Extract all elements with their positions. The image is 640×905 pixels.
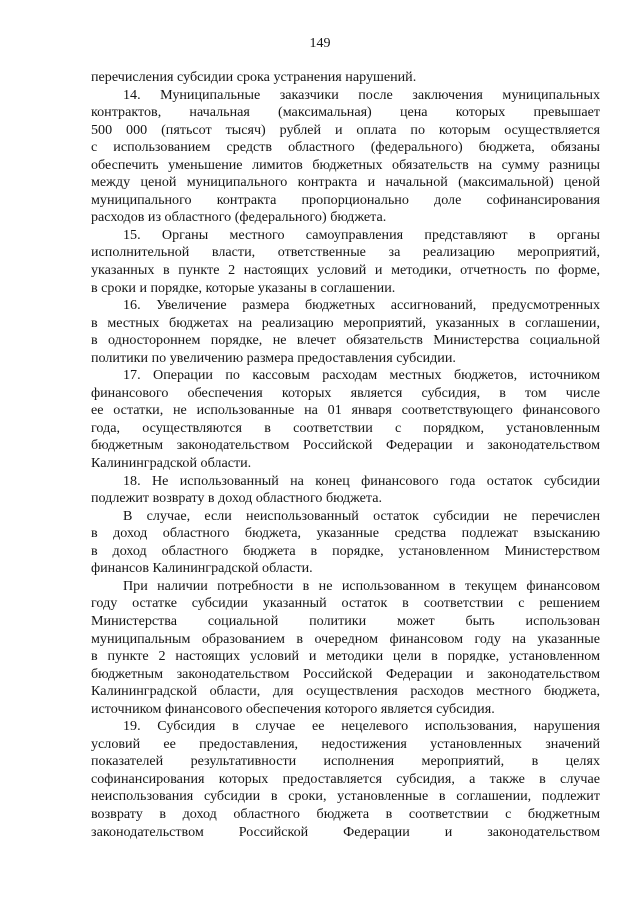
text-line: в одностороннем порядке, не влечет обязательств Министерства социальной	[91, 332, 600, 349]
text-line: источником финансового обеспечения которого является субсидия.	[91, 700, 495, 717]
text-line: бюджетным законодательством Российской Федерации и законодательством	[91, 665, 600, 682]
text-line: 15. Органы местного самоуправления представляют в органы	[123, 226, 600, 243]
text-line: году остатке субсидии указанный остаток в соответствии с решением	[91, 595, 600, 612]
text-line: обеспечить уменьшение лимитов бюджетных обязательств на сумму разницы	[91, 156, 600, 173]
text-line: ее остатки, не использованные на 01 января соответствующего финансового	[91, 402, 600, 419]
text-line: в доход областного бюджета, указанные средства подлежат взысканию	[91, 525, 600, 542]
page-number: 149	[309, 36, 331, 51]
text-line: в пункте 2 настоящих условий и методики цели в порядке, установленном	[91, 648, 600, 665]
text-line: При наличии потребности в не использованном в текущем финансовом	[123, 577, 600, 594]
text-line: с использованием средств областного (федерального) бюджета, обязаны	[91, 139, 600, 156]
document-body	[91, 69, 600, 841]
text-line: неиспользования субсидии в сроки, установленные в соглашении, подлежит	[91, 788, 600, 805]
text-line: 16. Увеличение размера бюджетных ассигнований, предусмотренных	[123, 297, 600, 314]
text-line: исполнительной власти, ответственные за реализацию мероприятий,	[91, 244, 600, 261]
text-line: Калининградской области.	[91, 455, 252, 472]
text-line: условий ее предоставления, недостижения установленных значений	[91, 735, 600, 752]
text-line: бюджетным законодательством Российской Федерации и законодательством	[91, 437, 600, 454]
text-line: года, осуществляются в соответствии с порядком, установленным	[91, 419, 600, 436]
text-line: показателей результативности исполнения мероприятий, в целях	[91, 753, 600, 770]
text-line: подлежит возврату в доход областного бюджета.	[91, 490, 383, 507]
text-line: финансового обеспечения которых является субсидия, в том числе	[91, 384, 600, 401]
text-line: 19. Субсидия в случае ее нецелевого использования, нарушения	[123, 718, 600, 735]
text-line: возврату в доход областного бюджета в соответствии с бюджетным	[91, 805, 600, 822]
text-line: в доход областного бюджета в порядке, установленном Министерством	[91, 542, 600, 559]
text-line: софинансирования которых предоставляется субсидия, а также в случае	[91, 770, 600, 787]
text-line: в местных бюджетах на реализацию мероприятий, указанных в соглашении,	[91, 314, 600, 331]
text-line: финансов Калининградской области.	[91, 560, 313, 577]
text-line: законодательством Российской Федерации и законодательством	[91, 823, 600, 840]
text-line: 18. Не использованный на конец финансового года остаток субсидии	[123, 472, 600, 489]
text-line: Министерства социальной политики может быть использован	[91, 612, 600, 629]
text-line: 14. Муниципальные заказчики после заключения муниципальных	[123, 86, 600, 103]
text-line: политики по увеличению размера предоставления субсидии.	[91, 349, 456, 366]
text-line: Калининградской области, для осуществления расходов местного бюджета,	[91, 683, 600, 700]
text-line: В случае, если неиспользованный остаток субсидии не перечислен	[123, 507, 600, 524]
text-line: муниципальным образованием в очередном финансовом году на указанные	[91, 630, 600, 647]
text-line: муниципального контракта пропорционально доле софинансирования	[91, 191, 600, 208]
text-line: расходов из областного (федерального) бюджета.	[91, 209, 387, 226]
text-line: контрактов, начальная (максимальная) цена которых превышает	[91, 104, 600, 121]
text-line: 17. Операции по кассовым расходам местных бюджетов, источником	[123, 367, 600, 384]
text-line: в сроки и порядке, которые указаны в соглашении.	[91, 279, 396, 296]
text-line: между ценой муниципального контракта и начальной (максимальной) ценой	[91, 174, 600, 191]
text-line: указанных в пункте 2 настоящих условий и методики, отчетность по форме,	[91, 262, 600, 279]
text-line: 500 000 (пятьсот тысяч) рублей и оплата по которым осуществляется	[91, 121, 600, 138]
text-line: перечисления субсидии срока устранения нарушений.	[91, 69, 417, 85]
